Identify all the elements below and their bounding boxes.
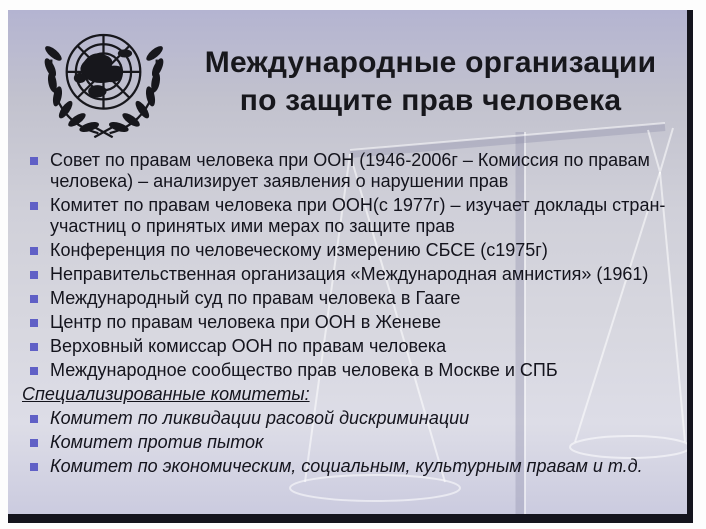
- square-bullet-icon: [30, 271, 38, 279]
- list-item: [22, 240, 674, 261]
- bullet-text: Верховный комиссар ООН по правам человека: [50, 336, 447, 356]
- square-bullet-icon: [30, 415, 38, 423]
- list-item: [22, 264, 674, 285]
- square-bullet-icon: [30, 367, 38, 375]
- square-bullet-icon: [30, 319, 38, 327]
- square-bullet-icon: [30, 202, 38, 210]
- bullet-text: Неправительственная организация «Международная амнистия» (1961): [50, 264, 649, 284]
- bullet-text: Комитет против пыток: [50, 432, 264, 452]
- un-emblem-logo: [35, 22, 173, 138]
- square-bullet-icon: [30, 157, 38, 165]
- bullet-text: Международный суд по правам человека в Гааге: [50, 288, 461, 308]
- list-item: [22, 456, 674, 477]
- slide-title: [173, 44, 688, 120]
- square-bullet-icon: [30, 439, 38, 447]
- title-line-2: по защите прав человека: [239, 84, 622, 117]
- square-bullet-icon: [30, 343, 38, 351]
- bullet-text: Комитет по правам человека при ООН(с 1977г) – изучает доклады стран-участниц о принятых ими мерах по защите прав: [50, 195, 666, 236]
- list-item: [22, 336, 674, 357]
- subheading-specialized-committees: Специализированные комитеты:: [22, 384, 310, 404]
- presentation-slide: [8, 10, 693, 523]
- list-item: [22, 360, 674, 381]
- bullet-list: [22, 150, 674, 381]
- list-item: [22, 195, 674, 237]
- slide-body: [22, 150, 674, 480]
- bullet-text: Конференция по человеческому измерению СБСЕ (с1975г): [50, 240, 548, 260]
- square-bullet-icon: [30, 247, 38, 255]
- list-item: [22, 288, 674, 309]
- bullet-text: Центр по правам человека при ООН в Женеве: [50, 312, 442, 332]
- bullet-text: Совет по правам человека при ООН (1946-2006г – Комиссия по правам человека) – анализирует заявления о нарушении прав: [50, 150, 650, 191]
- list-item: [22, 150, 674, 192]
- un-emblem-icon: [35, 22, 173, 138]
- list-item: [22, 432, 674, 453]
- bullet-text: Комитет по экономическим, социальным, культурным правам и т.д.: [50, 456, 643, 476]
- square-bullet-icon: [30, 295, 38, 303]
- bullet-text: Международное сообщество прав человека в Москве и СПБ: [50, 360, 558, 380]
- square-bullet-icon: [30, 463, 38, 471]
- list-item: [22, 312, 674, 333]
- list-item: [22, 408, 674, 429]
- sub-bullet-list: [22, 408, 674, 477]
- bullet-text: Комитет по ликвидации расовой дискриминации: [50, 408, 470, 428]
- title-line-1: Международные организации: [204, 46, 657, 79]
